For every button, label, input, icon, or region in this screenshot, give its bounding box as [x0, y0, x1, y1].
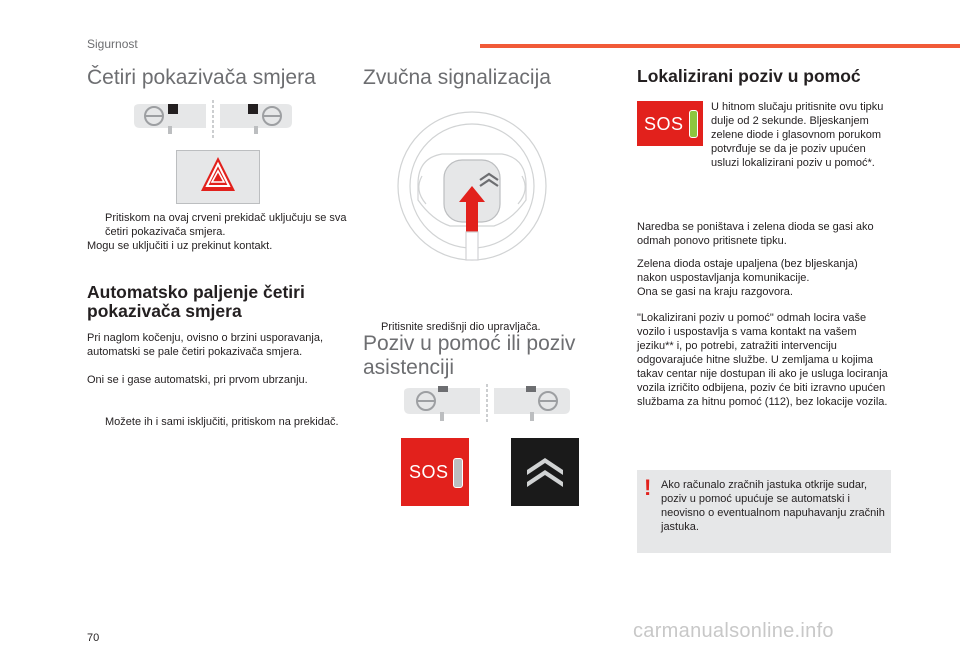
- assistance-button-image: [511, 438, 579, 506]
- hazard-bullet-1: Pritiskom na ovaj crveni prekidač uključuju se sva četiri pokazivača smjera.: [105, 212, 347, 238]
- brand-chevrons-icon: [511, 438, 579, 506]
- localized-call-description: "Lokalizirani poziv u pomoć" odmah locira vaše vozilo i uspostavlja s vama kontakt na vašem jeziku** i, po potrebi, zatražiti intervenciju odgovarajuće hitne službe. U zemljama u kojima takav centar nije dostupan ili ako je usluga lociranja vozila izričito odbijena, poziv će biti izravno upućen službama za hitnu pomoć (112), bez lokacije vozila.: [637, 312, 888, 408]
- warning-exclamation-icon: !: [644, 475, 652, 500]
- page-number: 70: [87, 632, 100, 644]
- airbag-note-box: [637, 470, 891, 553]
- hazard-title: Četiri pokazivača smjera: [87, 66, 316, 89]
- horn-title: Zvučna signalizacija: [363, 66, 551, 89]
- hazard-ignition-note: Mogu se uključiti i uz prekinut kontakt.: [87, 240, 273, 252]
- auto-hazard-bullet: Možete ih i sami isključiti, pritiskom na prekidač.: [105, 416, 339, 428]
- sos-label: SOS: [644, 114, 684, 134]
- led-off-note: Ona se gasi na kraju razgovora.: [637, 286, 793, 298]
- sos-button-image: [637, 101, 703, 146]
- hazard-triangle-icon: [177, 151, 259, 203]
- localized-call-title: Lokalizirani poziv u pomoć: [637, 66, 861, 86]
- auto-hazard-title: Automatsko paljenje četiri pokazivača smjera: [87, 282, 305, 321]
- auto-hazard-paragraph: Pri naglom kočenju, ovisno o brzini usporavanja, automatski se pale četiri pokazivača smjera.: [87, 332, 324, 358]
- emergency-dashboard-diagram-icon: [402, 384, 572, 424]
- steering-wheel-icon: [394, 108, 550, 263]
- led-status-paragraph: Zelena dioda ostaje upaljena (bez bljeskanja) nakon uspostavljanja komunikacije.: [637, 258, 858, 284]
- cancel-call-paragraph: Naredba se poništava i zelena dioda se gasi ako odmah ponovo pritisnete tipku.: [637, 221, 874, 247]
- sos-button-image: [401, 438, 469, 506]
- emergency-call-title: Poziv u pomoć ili poziv asistenciji: [363, 332, 576, 379]
- section-label: Sigurnost: [87, 37, 138, 51]
- horn-bullet: Pritisnite središnji dio upravljača.: [381, 321, 541, 333]
- airbag-note-text: Ako računalo zračnih jastuka otkrije sudar, poziv u pomoć upućuje se automatski i neovisno o eventualnom napuhavanju zračnih jastuka.: [661, 479, 885, 533]
- sos-led-indicator: [453, 458, 463, 488]
- sos-led-green-indicator: [689, 110, 698, 138]
- section-accent-bar: [480, 44, 960, 48]
- auto-hazard-off-note: Oni se i gase automatski, pri prvom ubrzanju.: [87, 374, 308, 386]
- sos-label: SOS: [409, 462, 449, 482]
- hazard-dashboard-diagram-icon: [132, 100, 294, 138]
- watermark: carmanualsonline.info: [633, 620, 834, 642]
- hazard-switch-image: [176, 150, 260, 204]
- localized-call-intro: U hitnom slučaju pritisnite ovu tipku dulje od 2 sekunde. Bljeskanjem zelene diode i glasovnom porukom potvrđuje se da je poziv upućen usluzi lokalizirani poziv u pomoć*.: [711, 101, 884, 169]
